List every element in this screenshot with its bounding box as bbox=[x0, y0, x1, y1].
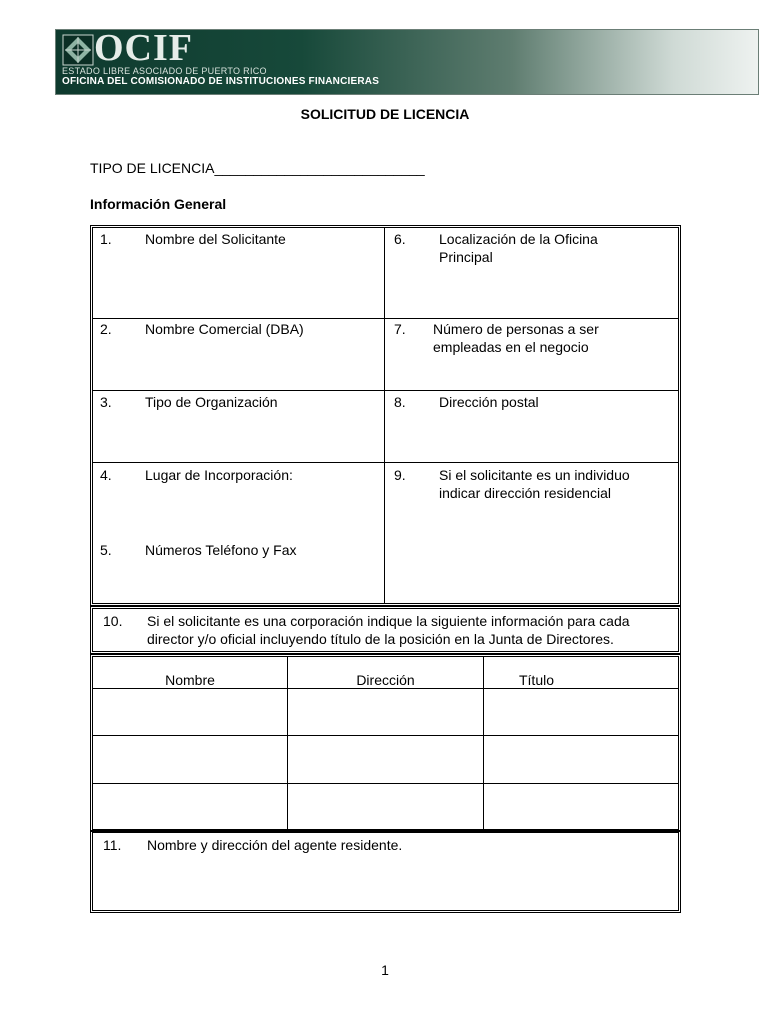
field-1-num: 1. bbox=[100, 231, 112, 247]
field-3-organization-type[interactable]: Tipo de Organización bbox=[145, 394, 278, 410]
ocif-header-banner bbox=[55, 29, 759, 95]
table-row-divider bbox=[93, 735, 678, 736]
field-7-employees-label[interactable]: Número de personas a ser bbox=[433, 321, 599, 337]
license-type-field[interactable]: TIPO DE LICENCIA___________________________ bbox=[90, 160, 425, 176]
column-header-direccion: Dirección bbox=[356, 672, 415, 688]
section-10-instruction: Si el solicitante es una corporación indique la siguiente información para cada bbox=[147, 613, 630, 629]
field-1-applicant-name[interactable]: Nombre del Solicitante bbox=[145, 231, 286, 247]
field-8-postal-address[interactable]: Dirección postal bbox=[439, 394, 539, 410]
field-7-employees-label-cont: empleadas en el negocio bbox=[433, 339, 589, 355]
field-7-num: 7. bbox=[394, 321, 406, 337]
table-cell-titulo[interactable] bbox=[485, 785, 677, 829]
ocif-logo-text: OCIF bbox=[94, 27, 193, 69]
table-cell-nombre[interactable] bbox=[94, 785, 286, 829]
table-row-divider bbox=[93, 783, 678, 784]
table-cell-direccion[interactable] bbox=[289, 785, 482, 829]
field-6-num: 6. bbox=[394, 231, 406, 247]
banner-subtitle-office: OFICINA DEL COMISIONADO DE INSTITUCIONES FINANCIERAS bbox=[62, 76, 380, 87]
row-divider bbox=[93, 318, 678, 319]
field-6-main-office-label-cont: Principal bbox=[439, 249, 493, 265]
table-cell-nombre[interactable] bbox=[94, 737, 286, 782]
field-4-incorporation-place[interactable]: Lugar de Incorporación: bbox=[145, 467, 293, 483]
table-cell-nombre[interactable] bbox=[94, 690, 286, 734]
row-divider bbox=[93, 390, 678, 391]
column-header-titulo: Título bbox=[518, 672, 554, 688]
field-3-num: 3. bbox=[100, 394, 112, 410]
section-11-resident-agent[interactable]: Nombre y dirección del agente residente. bbox=[147, 837, 403, 853]
general-info-heading: Información General bbox=[90, 196, 227, 212]
field-4-num: 4. bbox=[100, 467, 112, 483]
field-6-main-office-label[interactable]: Localización de la Oficina bbox=[439, 231, 598, 247]
table-cell-titulo[interactable] bbox=[485, 737, 677, 782]
column-header-nombre: Nombre bbox=[165, 672, 215, 688]
page-number: 1 bbox=[381, 962, 389, 978]
field-9-residential-label-cont: indicar dirección residencial bbox=[439, 485, 611, 501]
field-9-residential-label[interactable]: Si el solicitante es un individuo bbox=[439, 467, 630, 483]
section-10-num: 10. bbox=[103, 613, 123, 629]
field-9-num: 9. bbox=[394, 467, 406, 483]
document-title: SOLICITUD DE LICENCIA bbox=[300, 106, 470, 122]
field-2-num: 2. bbox=[100, 321, 112, 337]
field-2-trade-name[interactable]: Nombre Comercial (DBA) bbox=[145, 321, 304, 337]
table-cell-direccion[interactable] bbox=[289, 737, 482, 782]
section-11-num: 11. bbox=[103, 837, 122, 853]
info-box-divider bbox=[384, 228, 385, 604]
table-cell-direccion[interactable] bbox=[289, 690, 482, 734]
ocif-logo-icon bbox=[62, 34, 94, 66]
row-divider bbox=[93, 462, 678, 463]
section-10-instruction-cont: director y/o oficial incluyendo título de la posición en la Junta de Directores. bbox=[147, 631, 614, 647]
field-5-num: 5. bbox=[100, 542, 112, 558]
banner-subtitle-state: ESTADO LIBRE ASOCIADO DE PUERTO RICO bbox=[62, 66, 267, 76]
field-8-num: 8. bbox=[394, 394, 406, 410]
table-cell-titulo[interactable] bbox=[485, 690, 677, 734]
field-5-phone-fax[interactable]: Números Teléfono y Fax bbox=[145, 542, 297, 558]
